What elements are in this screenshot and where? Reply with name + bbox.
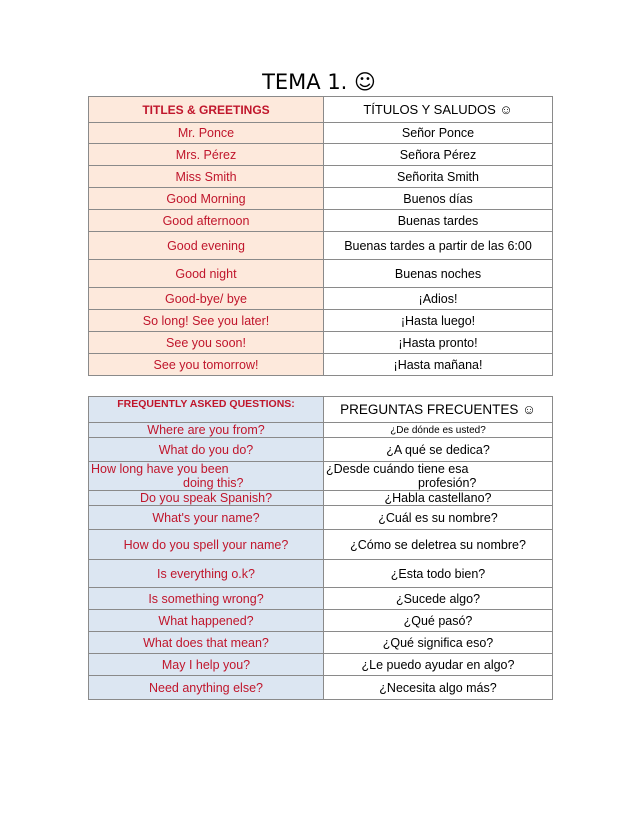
table-header-row [89,397,553,423]
spanish-cell: Buenos días [324,188,553,210]
spanish-cell: ¿Cómo se deletrea su nombre? [324,530,553,560]
frequently-asked-questions-table [88,396,553,700]
english-line: doing this? [183,476,244,490]
table-row [89,166,553,188]
table-row [89,654,553,676]
english-cell: Good-bye/ bye [89,288,324,310]
spanish-line: ¿Desde cuándo tiene esa [326,462,469,476]
english-cell: What does that mean? [89,632,324,654]
spanish-cell: ¿Necesita algo más? [324,676,553,700]
spanish-cell [324,462,553,491]
spanish-cell: ¿Cuál es su nombre? [324,506,553,530]
table-row [89,462,553,491]
table-row [89,530,553,560]
spanish-cell: ¿A qué se dedica? [324,438,553,462]
table-row [89,210,553,232]
english-cell: Good afternoon [89,210,324,232]
table-row [89,144,553,166]
table-header-spanish: TÍTULOS Y SALUDOS ☺ [324,97,553,123]
table-row [89,676,553,700]
english-cell: What happened? [89,610,324,632]
spanish-cell: Buenas noches [324,260,553,288]
table-header-english: TITLES & GREETINGS [89,97,324,123]
english-cell [89,462,324,491]
table-row [89,332,553,354]
spanish-cell: ¡Hasta mañana! [324,354,553,376]
table-row [89,260,553,288]
english-line: How long have you been [91,462,229,476]
table-row [89,610,553,632]
english-cell: Is something wrong? [89,588,324,610]
table-header-english: FREQUENTLY ASKED QUESTIONS: [89,397,324,423]
table-row [89,423,553,438]
english-cell: See you tomorrow! [89,354,324,376]
spanish-cell: ¿Esta todo bien? [324,560,553,588]
english-cell: Good night [89,260,324,288]
english-cell: Miss Smith [89,166,324,188]
english-cell: Good evening [89,232,324,260]
spanish-cell: ¿Qué significa eso? [324,632,553,654]
table-row [89,310,553,332]
spanish-cell: Señora Pérez [324,144,553,166]
titles-greetings-table [88,96,553,376]
spanish-cell: Buenas tardes [324,210,553,232]
table-header-spanish: PREGUNTAS FRECUENTES ☺ [324,397,553,423]
english-cell: Do you speak Spanish? [89,491,324,506]
table-row [89,438,553,462]
english-cell: What do you do? [89,438,324,462]
spanish-cell: Señor Ponce [324,123,553,144]
english-cell: Is everything o.k? [89,560,324,588]
table-row [89,288,553,310]
english-cell: Where are you from? [89,423,324,438]
english-cell: May I help you? [89,654,324,676]
table-row [89,354,553,376]
english-cell: How do you spell your name? [89,530,324,560]
table-row [89,560,553,588]
spanish-cell: ¡Adios! [324,288,553,310]
spanish-cell: ¿De dónde es usted? [324,423,553,438]
english-cell: Good Morning [89,188,324,210]
spanish-cell: ¿Habla castellano? [324,491,553,506]
spanish-cell: ¡Hasta pronto! [324,332,553,354]
english-cell: Mr. Ponce [89,123,324,144]
spanish-line: profesión? [418,476,477,490]
table-row [89,588,553,610]
spanish-cell: Señorita Smith [324,166,553,188]
english-cell: See you soon! [89,332,324,354]
table-row [89,188,553,210]
page-title: TEMA 1. ☺ [262,70,376,94]
table-row [89,506,553,530]
spanish-cell: ¿Sucede algo? [324,588,553,610]
english-cell: What's your name? [89,506,324,530]
spanish-cell: ¿Le puedo ayudar en algo? [324,654,553,676]
english-cell: Need anything else? [89,676,324,700]
spanish-cell: ¿Qué pasó? [324,610,553,632]
spanish-cell: Buenas tardes a partir de las 6:00 [324,232,553,260]
table-row [89,123,553,144]
english-cell: Mrs. Pérez [89,144,324,166]
table-row [89,232,553,260]
spanish-cell: ¡Hasta luego! [324,310,553,332]
table-header-row [89,97,553,123]
english-cell: So long! See you later! [89,310,324,332]
table-row [89,491,553,506]
table-row [89,632,553,654]
